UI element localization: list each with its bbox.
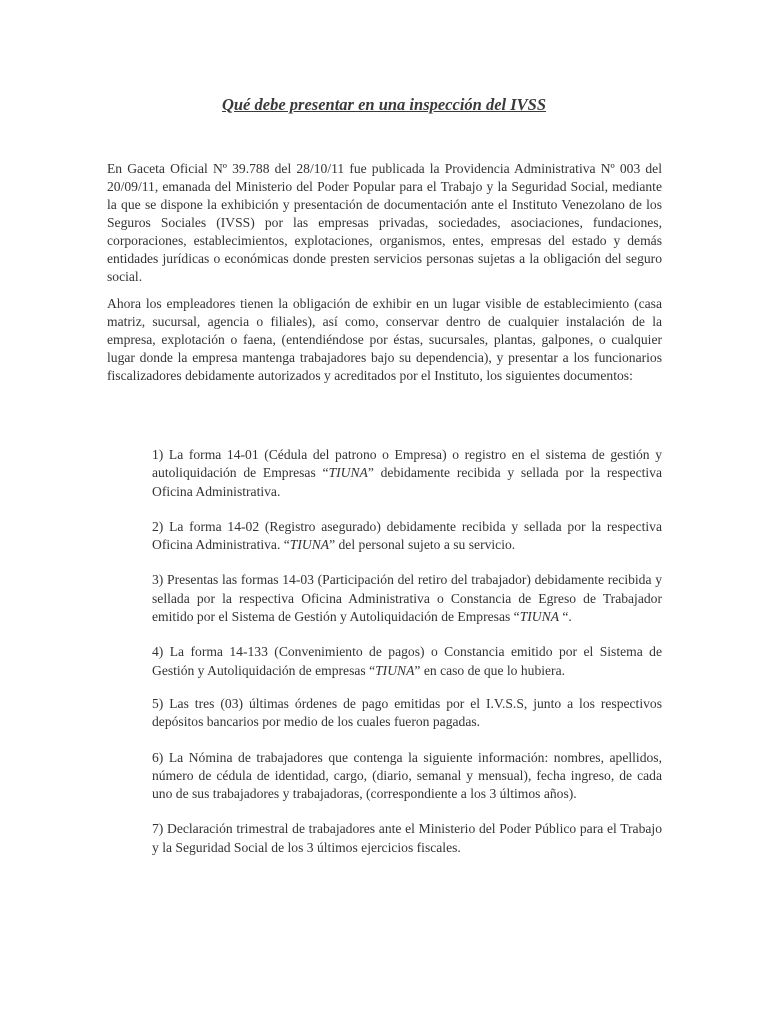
document-title: Qué debe presentar en una inspección del IVSS — [221, 95, 547, 114]
documents-list — [152, 446, 662, 874]
intro-paragraph: En Gaceta Oficial Nº 39.788 del 28/10/11 fue publicada la Providencia Administrativa Nº 003 del 20/09/11, emanada del Ministerio del Poder Popular para el Trabajo y la Seguridad Social, mediante la que se dispone la exhibición y presentación de documentación ante el Instituto Venezolano de los Seguros Sociales (IVSS) por las empresas privadas, sociedades, asociaciones, fundaciones, corporaciones, establecimientos, explotaciones, organismos, entes, empresas del estado y demás entidades jurídicas o económicas donde presten servicios personas sujetas a la obligación del seguro social. — [107, 161, 662, 284]
list-item: 7) Declaración trimestral de trabajadores ante el Ministerio del Poder Público para el Trabajo y la Seguridad Social de los 3 últimos ejercicios fiscales. — [152, 821, 662, 855]
list-item: 6) La Nómina de trabajadores que contenga la siguiente información: nombres, apellidos, número de cédula de identidad, cargo, (diario, semanal y mensual), fecha ingreso, de cada uno de sus trabajadores y trabajadoras, (correspondiente a los 3 últimos años). — [152, 749, 662, 802]
obligations-paragraph: Ahora los empleadores tienen la obligación de exhibir en un lugar visible de establecimiento (casa matriz, sucursal, agencia o filiales), así como, conservar dentro de cualquier instalación de la empresa, explotación o faena, (entendiéndose por éstas, sucursales, plantas, galpones, o cualquier lugar donde la empresa mantenga trabajadores bajo su dependencia), y presentar a los funcionarios fiscalizadores debidamente autorizados y acreditados por el Instituto, los siguientes documentos: — [107, 296, 662, 383]
list-item: 1) La forma 14-01 (Cédula del patrono o Empresa) o registro en el sistema de gestión y autoliquidación de Empresas “TIUNA” debidamente recibida y sellada por la respectiva Oficina Administrativa. — [152, 447, 662, 499]
list-item: 3) Presentas las formas 14-03 (Participación del retiro del trabajador) debidamente recibida y sellada por la respectiva Oficina Administrativa o Constancia de Egreso de Trabajador emitido por el Sistema de Gestión y Autoliquidación de Empresas “TIUNA “. — [152, 572, 662, 625]
list-item: 5) Las tres (03) últimas órdenes de pago emitidas por el I.V.S.S, junto a los respectivos depósitos bancarios por medio de los cuales fueron pagadas. — [152, 695, 662, 730]
list-item: 2) La forma 14-02 (Registro asegurado) debidamente recibida y sellada por la respectiva Oficina Administrativa. “TIUNA” del personal sujeto a su servicio. — [152, 518, 662, 553]
list-item: 4) La forma 14-133 (Convenimiento de pagos) o Constancia emitido por el Sistema de Gestión y Autoliquidación de empresas “TIUNA” en caso de que lo hubiera. — [152, 644, 662, 678]
